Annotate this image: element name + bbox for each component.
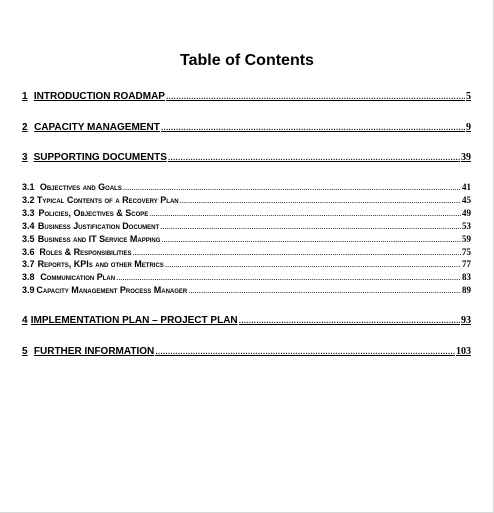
dot-leader [239,315,460,326]
toc-entry-page: 83 [462,272,471,282]
dot-leader [165,259,461,269]
toc-entry-number: 3.3 [22,208,35,218]
dot-leader [180,195,461,205]
toc-entry-number: 3.4 [22,221,35,231]
toc-entry-number: 3.8 [22,272,35,282]
toc-heading: Table of Contents [180,52,314,69]
toc-entry-title: Business Justification Document [37,221,160,231]
toc-entry-title: Capacity Management Process Manager [36,285,188,295]
toc-entry-number: 3.7 [22,259,35,269]
dot-leader [168,152,460,163]
toc-entry-2[interactable] [22,122,471,133]
toc-entry-number: 2 [22,122,28,133]
toc-entry-title: Roles & Responsibilities [39,247,132,257]
toc-entry-number: 3.9 [22,285,35,295]
toc-entry-title: Typical Contents of a Recovery Plan [36,195,179,205]
toc-entry-number: 4 [22,315,28,326]
dot-leader [166,91,465,102]
toc-entry-number: 3 [22,152,28,163]
dot-leader [123,182,461,192]
dot-leader [160,221,461,231]
toc-entry-title: IMPLEMENTATION PLAN – PROJECT PLAN [30,315,238,326]
toc-entry-page: 41 [462,182,471,192]
toc-entry-title: Policies, Objectives & Scope [38,208,149,218]
toc-entry-3-2[interactable] [22,195,471,205]
toc-entry-3-3[interactable] [22,208,471,218]
dot-leader [149,208,461,218]
toc-entry-page: 5 [466,91,471,102]
toc-entry-number: 3.6 [22,247,35,257]
toc-entry-3[interactable] [22,152,471,163]
toc-entry-3-4[interactable] [22,221,471,231]
toc-entry-title: Communication Plan [40,272,116,282]
toc-entry-3-1[interactable] [22,182,471,192]
dot-leader [161,234,461,244]
toc-entry-title: INTRODUCTION ROADMAP [33,91,165,102]
toc-entry-4[interactable] [22,315,471,326]
toc-entry-page: 45 [462,195,471,205]
toc-entry-3-9[interactable] [22,285,471,295]
toc-entry-1[interactable] [22,91,471,102]
toc-entry-page: 103 [456,346,471,357]
toc-entry-page: 93 [461,315,471,326]
toc-entry-title: Reports, KPIs and other Metrics [37,259,164,269]
toc-entry-page: 49 [462,208,471,218]
toc-entry-title: Business and IT Service Mapping [37,234,161,244]
dot-leader [161,122,465,133]
toc-entry-title: CAPACITY MANAGEMENT [34,122,160,133]
dot-leader [133,247,461,257]
toc-entry-page: 53 [462,221,471,231]
toc-entry-3-5[interactable] [22,234,471,244]
toc-entry-page: 89 [462,285,471,295]
dot-leader [188,285,461,295]
toc-entry-title: Objectives and Goals [39,182,122,192]
toc-entry-number: 1 [22,91,28,102]
toc-entry-page: 39 [461,152,471,163]
toc-entry-title: FURTHER INFORMATION [33,346,155,357]
toc-entry-number: 3.2 [22,195,35,205]
toc-entry-number: 3.5 [22,234,35,244]
dot-leader [155,346,455,357]
toc-entry-title: SUPPORTING DOCUMENTS [33,152,167,163]
toc-entry-page: 59 [462,234,471,244]
toc-entry-3-8[interactable] [22,272,471,282]
dot-leader [116,272,461,282]
toc-entry-3-7[interactable] [22,259,471,269]
toc-entry-page: 77 [462,259,471,269]
toc-entry-number: 5 [22,346,28,357]
toc-entry-page: 75 [462,247,471,257]
toc-entry-5[interactable] [22,346,471,357]
toc-entry-3-6[interactable] [22,247,471,257]
toc-entry-page: 9 [466,122,471,133]
toc-entry-number: 3.1 [22,182,35,192]
